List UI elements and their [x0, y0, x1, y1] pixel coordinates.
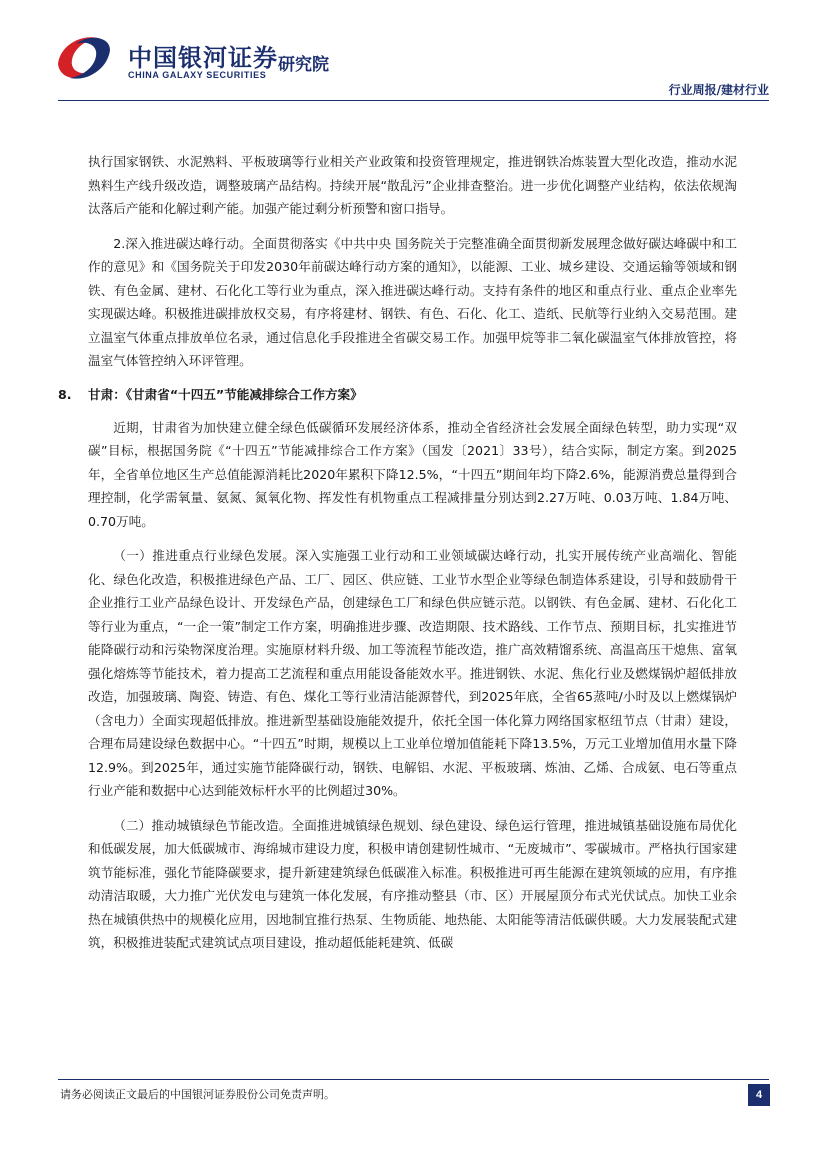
paragraph: 近期，甘肃省为加快建立健全绿色低碳循环发展经济体系，推动全省经济社会发展全面绿色转型，助力实现“双碳”目标，根据国务院《“十四五”节能减排综合工作方案》（国发〔2021〕33号），结合实际，制定方案。到2025年，全省单位地区生产总值能源消耗比2020年累积下降12.5%，“十四五”期间年均下降2.6%，能源消费总量得到合理控制，化学需氧量、氨氮、氮氧化物、挥发性有机物重点工程减排量分别达到2.27万吨、0.03万吨、1.84万吨、0.70万吨。	[88, 419, 737, 529]
logo-institute-label: 研究院	[278, 55, 329, 75]
report-type-label: 行业周报/建材行业	[668, 83, 769, 97]
paragraph: （二）推动城镇绿色节能改造。全面推进城镇绿色规划、绿色建设、绿色运行管理，推进城镇基础设施布局优化和低碳发展，加大低碳城市、海绵城市建设力度，积极申请创建韧性城市、“无废城市”、零碳城市。严格执行国家建筑节能标准，强化节能降碳要求，提升新建建筑绿色低碳准入标准。积极推进可再生能源在建筑领域的应用，有序推动清洁取暖，大力推广光伏发电与建筑一体化发展，有序推动整县（市、区）开展屋顶分布式光伏试点。加快工业余热在城镇供热中的规模化应用，因地制宜推行热泵、生物质能、地热能、太阳能等清洁低碳供暖。大力发展装配式建筑，积极推进装配式建筑试点项目建设，推动超低能耗建筑、低碳	[88, 817, 737, 950]
company-logo	[50, 28, 350, 88]
logo-company-name-en: CHINA GALAXY SECURITIES	[128, 70, 267, 80]
section-heading	[58, 384, 737, 406]
section-title: 甘肃：《甘肃省“十四五”节能减排综合工作方案》	[88, 386, 363, 402]
paragraph: （一）推进重点行业绿色发展。深入实施强工业行动和工业领域碳达峰行动，扎实开展传统产业高端化、智能化、绿色化改造，积极推进绿色产品、工厂、园区、供应链、工业节水型企业等绿色制造体系建设，引导和鼓励骨干企业推行工业产品绿色设计、开发绿色产品，创建绿色工厂和绿色供应链示范。以钢铁、有色金属、建材、石化化工等行业为重点，“一企一策”制定工作方案，明确推进步骤、改造期限、技术路线、工作节点、预期目标，扎实推进节能降碳行动和污染物深度治理。实施原材料升级、加工等流程节能改造，推广高效精馏系统、高温高压干熄焦、富氧强化熔炼等节能技术，着力提高工艺流程和重点用能设备能效水平。推进钢铁、水泥、焦化行业及燃煤锅炉超低排放改造，加强玻璃、陶瓷、铸造、有色、煤化工等行业清洁能源替代，到2025年底，全省65蒸吨/小时及以上燃煤锅炉（含电力）全面实现超低排放。推进新型基础设施能效提升，依托全国一体化算力网络国家枢纽节点（甘肃）建设，合理布局建设绿色数据中心。“十四五”时期，规模以上工业单位增加值能耗下降13.5%，万元工业增加值用水量下降12.9%。到2025年，通过实施节能降碳行动，钢铁、电解铝、水泥、平板玻璃、炼油、乙烯、合成氨、电石等重点行业产能和数据中心达到能效标杆水平的比例超过30%。	[88, 548, 737, 798]
galaxy-swirl-icon	[50, 28, 120, 88]
document-body	[58, 150, 737, 966]
page-number-badge: 4	[748, 1084, 770, 1106]
paragraph: 执行国家钢铁、水泥熟料、平板玻璃等行业相关产业政策和投资管理规定，推进钢铁冶炼装置大型化改造，推动水泥熟料生产线升级改造，调整玻璃产品结构。持续开展“散乱污”企业排查整治。进一步优化调整产业结构，依法依规淘汰落后产能和化解过剩产能。加强产能过剩分析预警和窗口指导。	[88, 154, 737, 216]
disclaimer-note: 请务必阅读正文最后的中国银河证券股份公司免责声明。	[60, 1088, 335, 1101]
footer-divider	[58, 1079, 769, 1080]
section-number: 8.	[58, 386, 72, 402]
paragraph: 2.深入推进碳达峰行动。全面贯彻落实《中共中央 国务院关于完整准确全面贯彻新发展理念做好碳达峰碳中和工作的意见》和《国务院关于印发2030年前碳达峰行动方案的通知》，以能源、工业、城乡建设、交通运输等领域和钢铁、有色金属、建材、石化化工等行业为重点，深入推进碳达峰行动。支持有条件的地区和重点行业、重点企业率先实现碳达峰。积极推进碳排放权交易，有序将建材、钢铁、有色、石化、化工、造纸、民航等行业纳入交易范围。建立温室气体重点排放单位名录，通过信息化手段推进全省碳交易工作。加强甲烷等非二氧化碳温室气体排放管控，将温室气体管控纳入环评管理。	[88, 235, 737, 368]
header-divider	[58, 100, 769, 101]
logo-company-name: 中国银河证券	[128, 44, 278, 72]
